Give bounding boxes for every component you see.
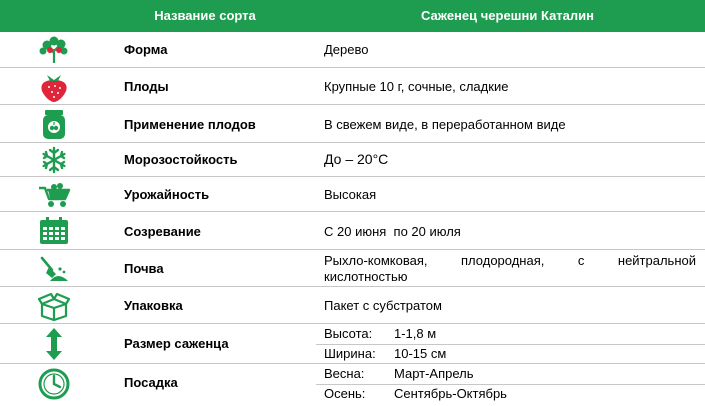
value-soil-line2: кислотностью	[324, 269, 408, 284]
shovel-soil-icon	[22, 250, 86, 287]
value-fruit-use: В свежем виде, в переработанном виде	[324, 117, 566, 132]
row-ripening	[0, 212, 705, 250]
header-product-name: Саженец черешни Каталин	[421, 8, 594, 23]
row-sapling-size	[0, 324, 705, 364]
row-planting	[0, 364, 705, 406]
table-header	[0, 0, 705, 32]
label-planting: Посадка	[124, 375, 178, 390]
jam-jar-icon	[22, 105, 86, 143]
row-frost-resistance	[0, 143, 705, 177]
value-yield: Высокая	[324, 187, 377, 202]
spring-key: Весна:	[324, 366, 365, 381]
height-value: 1-1,8 м	[394, 326, 437, 341]
vertical-arrows-icon	[22, 324, 86, 364]
label-fruit-use: Применение плодов	[124, 117, 256, 132]
tree-icon	[22, 32, 86, 68]
label-yield: Урожайность	[124, 187, 210, 202]
value-soil	[324, 253, 696, 285]
label-soil: Почва	[124, 261, 164, 276]
snowflake-icon	[22, 143, 86, 177]
height-key: Высота:	[324, 326, 373, 341]
row-packaging	[0, 287, 705, 324]
row-soil	[0, 250, 705, 287]
autumn-value: Сентябрь-Октябрь	[394, 386, 507, 401]
autumn-key: Осень:	[324, 386, 366, 401]
value-ripening: С 20 июня по 20 июля	[324, 224, 461, 239]
value-packaging: Пакет с субстратом	[324, 298, 442, 313]
label-ripening: Созревание	[124, 224, 201, 239]
row-form	[0, 32, 705, 68]
subrow-spring	[316, 364, 705, 385]
value-form: Дерево	[324, 42, 369, 57]
value-frost-resistance: До – 20°С	[324, 151, 389, 167]
strawberry-icon	[22, 68, 86, 105]
label-sapling-size: Размер саженца	[124, 336, 229, 351]
width-value: 10-15 см	[394, 346, 447, 361]
row-fruits	[0, 68, 705, 105]
subrow-height	[316, 324, 705, 345]
wheelbarrow-icon	[22, 177, 86, 212]
box-icon	[22, 287, 86, 324]
row-yield	[0, 177, 705, 212]
label-packaging: Упаковка	[124, 298, 183, 313]
label-fruits: Плоды	[124, 79, 169, 94]
header-variety-name: Название сорта	[154, 8, 256, 23]
label-form: Форма	[124, 42, 168, 57]
subrow-autumn	[316, 384, 705, 404]
clock-icon	[22, 364, 86, 404]
calendar-icon	[22, 212, 86, 250]
label-frost-resistance: Морозостойкость	[124, 152, 238, 167]
row-fruit-use	[0, 105, 705, 143]
value-soil-line1: Рыхло-комковая, плодородная, с нейтральной	[324, 253, 696, 268]
spring-value: Март-Апрель	[394, 366, 474, 381]
width-key: Ширина:	[324, 346, 376, 361]
value-fruits: Крупные 10 г, сочные, сладкие	[324, 79, 509, 94]
subrow-width	[316, 344, 705, 364]
